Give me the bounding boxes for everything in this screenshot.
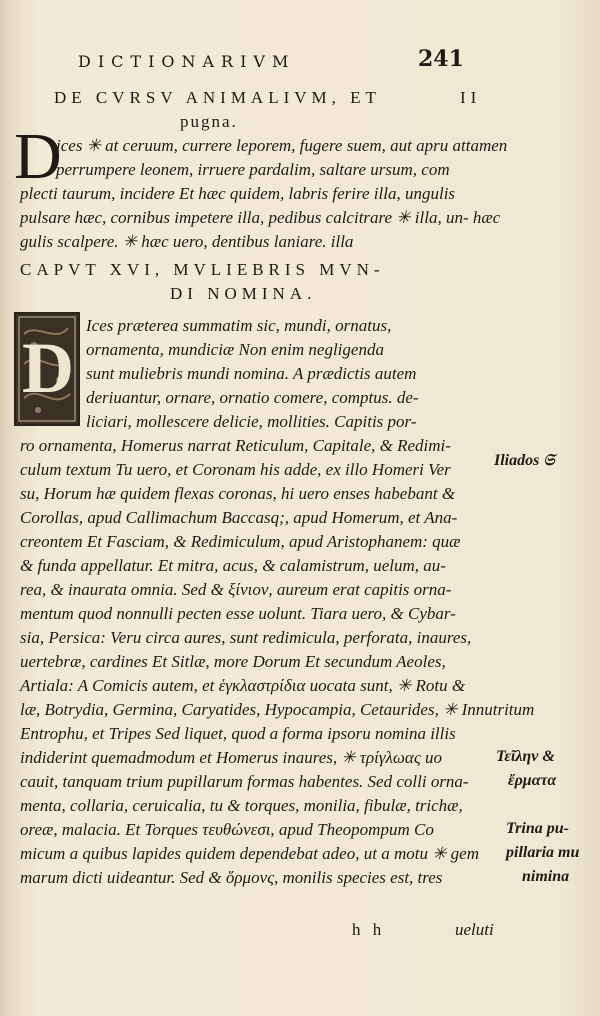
signature-mark: h h <box>352 920 386 939</box>
section-title: DE CVRSV ANIMALIVM, ET <box>54 88 381 107</box>
margin-note: pillaria mu <box>506 844 580 861</box>
text-line: indiderint quemadmodum et Homerus inaures, ✳ τρίγλωας uo <box>20 748 442 767</box>
text-line: pulsare hæc, cornibus impetere illa, pedibus calcitrare ✳ illa, un- hæc <box>20 208 501 227</box>
text-line: Artiala: A Comicis autem, et ἑγκλαστρίδια uocata sunt, ✳ Rotu & <box>20 676 466 695</box>
text-line: perrumpere leonem, irruere pardalim, saltare ursum, com <box>56 160 450 179</box>
text-line: uertebræ, cardines Et Sitlæ, more Dorum Et secundum Aeoles, <box>20 652 446 671</box>
text-line: marum dicti uideantur. Sed & ὅρμονς, monilis species est, tres <box>20 868 443 887</box>
text-line: culum textum Tu uero, et Coronam his adde, ex illo Homeri Ver <box>20 460 451 479</box>
margin-note: Τεῖλην & <box>496 748 555 765</box>
woodcut-letter: D <box>22 328 74 408</box>
text-line: Ices præterea summatim sic, mundi, ornatus, <box>86 316 392 335</box>
page-number: 241 <box>418 46 464 72</box>
text-line: sunt muliebris mundi nomina. A prædictis autem <box>86 364 417 383</box>
text-line: gulis scalpere. ✳ hæc uero, dentibus laniare. illa <box>20 232 354 251</box>
text-line: mentum quod nonnulli pecten esse uolunt. Tiara uero, & Cybar- <box>20 604 456 623</box>
text-line: plecti taurum, incidere Et hæc quidem, labris ferire illa, ungulis <box>20 184 456 203</box>
text-line: cauit, tanquam trium pupillarum formas habentes. Sed colli orna- <box>20 772 469 791</box>
text-line: deriuantur, ornare, ornatio comere, comptus. de- <box>86 388 419 407</box>
text-line: Corollas, apud Callimachum Baccasq;, apud Homerum, et Ana- <box>20 508 458 527</box>
section-mark: II <box>460 88 482 107</box>
margin-note: Iliados 𝔖 <box>494 452 555 469</box>
text-line: liciari, mollescere delicie, mollities. Capitis por- <box>86 412 417 431</box>
text-line: rea, & inaurata omnia. Sed & ξίνιον, aureum erat capitis orna- <box>20 580 452 599</box>
catchword: ueluti <box>455 920 494 939</box>
running-head: DICTIONARIVM <box>78 52 296 71</box>
woodcut-initial <box>14 312 80 426</box>
text-line: & funda appellatur. Et mitra, acus, & calamistrum, uelum, au- <box>20 556 446 575</box>
chapter-title: CAPVT XVI, MVLIEBRIS MVN- <box>20 260 385 279</box>
text-line: oreæ, malacia. Et Torques τευθώνεσι, apud Theopompum Co <box>20 820 434 839</box>
margin-note: Trina pu- <box>506 820 569 837</box>
drop-cap-initial: D <box>14 120 62 193</box>
chapter-title-continuation: DI NOMINA. <box>170 284 317 303</box>
text-line: læ, Botrydia, Germina, Caryatides, Hypocampia, Cetaurides, ✳ Innutritum <box>20 700 535 719</box>
text-line: creontem Et Fasciam, & Redimiculum, apud Aristophanem: quæ <box>20 532 461 551</box>
text-line: Entrophu, et Tripes Sed liquet, quod a forma ipsoru nomina illis <box>20 724 456 743</box>
text-line: ornamenta, mundiciæ Non enim negligenda <box>86 340 384 359</box>
text-line: micum a quibus lapides quidem dependebat adeo, ut a motu ✳ gem <box>20 844 480 863</box>
margin-note: ἔρματα <box>508 772 557 789</box>
margin-note: nimina <box>522 868 570 885</box>
section-title-continuation: pugna. <box>180 112 238 131</box>
text-line: sia, Persica: Veru circa aures, sunt redimicula, perforata, inaures, <box>20 628 472 647</box>
text-line: su, Horum hæ quidem flexas coronas, hi uero enses habebant & <box>20 484 456 503</box>
text-line: ices ✳ at ceruum, currere leporem, fugere suem, aut apru attamen <box>56 136 508 155</box>
text-line: ro ornamenta, Homerus narrat Reticulum, Capitale, & Redimi- <box>20 436 451 455</box>
text-line: menta, collaria, ceruicalia, tu & torques, monilia, fibulæ, trichæ, <box>20 796 463 815</box>
